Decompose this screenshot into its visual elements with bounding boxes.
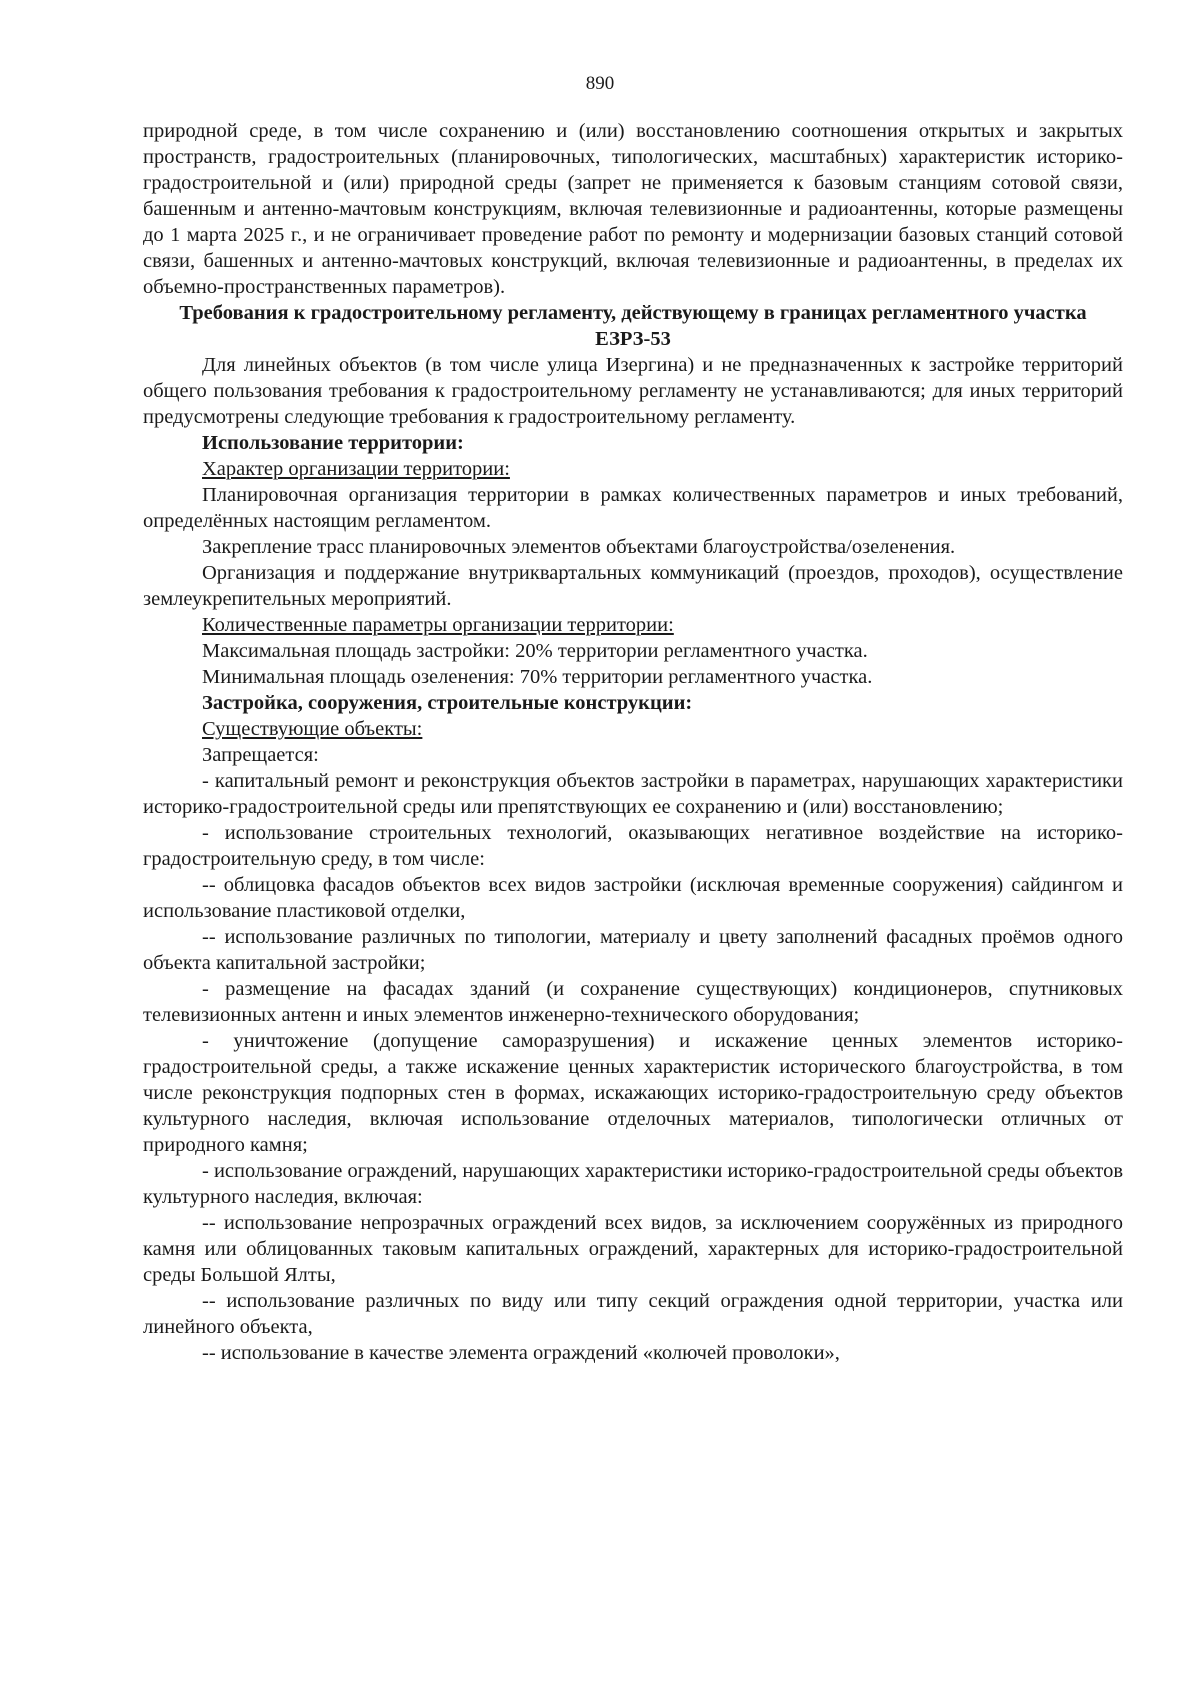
section-heading: Требования к градостроительному регламенту, действующему в границах регламентного участка ЕЗРЗ-53	[179, 302, 1087, 350]
subheading-territory-use: Использование территории:	[202, 432, 464, 454]
paragraph-planning: Планировочная организация территории в рамках количественных параметров и иных требований, определённых настоящим регламентом.	[143, 484, 1123, 532]
subheading-existing-objects: Существующие объекты:	[202, 718, 423, 740]
page-number: 890	[585, 73, 615, 94]
paragraph-applicability: Для линейных объектов (в том числе улица Изергина) и не предназначенных к застройке территорий общего пользования требования к градостроительному регламенту не устанавливаются; для иных территорий предусмотрены следующие требования к градостроительному регламенту.	[143, 354, 1123, 428]
paragraph-max-building-area: Максимальная площадь застройки: 20% территории регламентного участка.	[202, 640, 868, 662]
list-item-barbed-wire: -- использование в качестве элемента ограждений «колючей проволоки»,	[202, 1342, 840, 1364]
list-item-capital-repair: - капитальный ремонт и реконструкция объектов застройки в параметрах, нарушающих характеристики историко-градостроительной среды или препятствующих ее сохранению и (или) восстановлению;	[143, 770, 1123, 818]
list-item-opaque-fences: -- использование непрозрачных ограждений всех видов, за исключением сооружённых из природного камня или облицованных таковым капитальных ограждений, характерных для историко-градостроительной среды Большой Ялты,	[143, 1212, 1123, 1286]
document-body	[143, 118, 1123, 1366]
list-item-construction-technologies: - использование строительных технологий, оказывающих негативное воздействие на историко-градостроительную среду, в том числе:	[143, 822, 1123, 870]
list-item-fences: - использование ограждений, нарушающих характеристики историко-градостроительной среды объектов культурного наследия, включая:	[143, 1160, 1124, 1208]
list-item-facade-equipment: - размещение на фасадах зданий (и сохранение существующих) кондиционеров, спутниковых телевизионных антенн и иных элементов инженерно-технического оборудования;	[143, 978, 1123, 1026]
subheading-quantitative-parameters: Количественные параметры организации территории:	[202, 614, 674, 636]
list-item-valuable-elements: - уничтожение (допущение саморазрушения) и искажение ценных элементов историко-градостроительной среды, а также искажение ценных характеристик исторического благоустройства, в том числе реконструкция подпорных стен в формах, искажающих историко-градостроительную среду объектов культурного наследия, включая использование отделочных материалов, типологически отличных от природного камня;	[143, 1030, 1123, 1156]
paragraph-prohibited: Запрещается:	[202, 744, 319, 766]
subheading-buildings-structures: Застройка, сооружения, строительные конструкции:	[202, 692, 693, 714]
paragraph-min-green-area: Минимальная площадь озеленения: 70% территории регламентного участка.	[202, 666, 873, 688]
list-item-facade-siding: -- облицовка фасадов объектов всех видов застройки (исключая временные сооружения) сайдингом и использование пластиковой отделки,	[143, 874, 1123, 922]
paragraph-routes: Закрепление трасс планировочных элементов объектами благоустройства/озеленения.	[202, 536, 956, 558]
list-item-openings-fill: -- использование различных по типологии, материалу и цвету заполнений фасадных проёмов одного объекта капитальной застройки;	[143, 926, 1123, 974]
subheading-territory-organization: Характер организации территории:	[202, 458, 510, 480]
paragraph-intro: природной среде, в том числе сохранению и (или) восстановлению соотношения открытых и закрытых пространств, градостроительных (планировочных, типологических, масштабных) характеристик историко-градостроительной и (или) природной среды (запрет не применяется к базовым станциям сотовой связи, башенным и антенно-мачтовым конструкциям, включая телевизионные и радиоантенны, которые размещены до 1 марта 2025 г., и не ограничивает проведение работ по ремонту и модернизации базовых станций сотовой связи, башенных и антенно-мачтовых конструкций, включая телевизионные и радиоантенны, в пределах их объемно-пространственных параметров).	[143, 120, 1123, 298]
paragraph-communications: Организация и поддержание внутриквартальных коммуникаций (проездов, проходов), осуществление землеукрепительных мероприятий.	[143, 562, 1123, 610]
list-item-fence-sections: -- использование различных по виду или типу секций ограждения одной территории, участка или линейного объекта,	[143, 1290, 1123, 1338]
